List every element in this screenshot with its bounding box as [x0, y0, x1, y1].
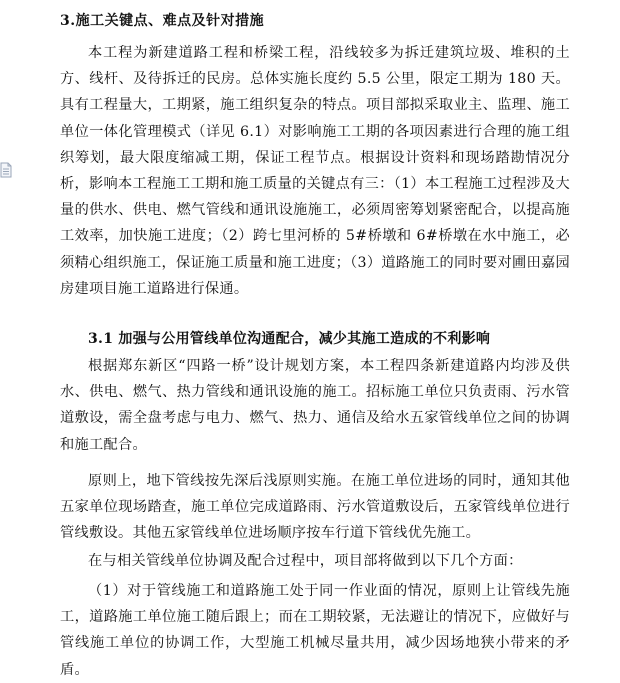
section-heading: 3.施工关键点、难点及针对措施 [60, 13, 265, 29]
document-icon[interactable] [0, 162, 12, 178]
intro-paragraph: 本工程为新建道路工程和桥梁工程，沿线较多为拆迁建筑垃圾、堆积的土方、线杆、及待拆迁的民房。总体实施长度约 5.5 公里，限定工期为 180 天。具有工程量大，工期紧，施工组织复杂的特点。项目部拟采取业主、监理、施工单位一体化管理模式（详见 6.1）对影响施工工期的各项因素进行合理的施工组织筹划，最大限度缩减工期，保证工程节点。根据设计资料和现场踏勘情况分析，影响本工程施工工期和施工质量的关键点有三：（1）本工程施工过程涉及大量的供水、供电、燃气管线和通讯设施施工，必须周密筹划紧密配合，以提高施工效率，加快施工进度；（2）跨七里河桥的 5#桥墩和 6#桥墩在水中施工，必须精心组织施工，保证施工质量和施工进度；（3）道路施工的同时要对圃田嘉园房建项目施工道路进行保通。 [60, 45, 570, 297]
aspects-paragraph: 在与相关管线单位协调及配合过程中，项目部将做到以下几个方面： [88, 553, 523, 569]
principle-paragraph: 原则上，地下管线按先深后浅原则实施。在施工单位进场的同时，通知其他五家单位现场踏查，施工单位完成道路雨、污水管道敷设后，五家管线单位进行管线敷设。其他五家管线单位进场顺序按车行道下管线优先施工。 [60, 473, 570, 542]
item-1-paragraph: （1）对于管线施工和道路施工处于同一作业面的情况，原则上让管线先施工，道路施工单位施工随后跟上；而在工期较紧，无法避让的情况下，应做好与管线施工单位的协调工作，大型施工机械尽量共用，减少因场地狭小带来的矛盾。 [60, 583, 570, 678]
plan-paragraph: 根据郑东新区“四路一桥”设计规划方案，本工程四条新建道路内均涉及供水、供电、燃气、热力管线和通讯设施的施工。招标施工单位只负责雨、污水管道敷设，需全盘考虑与电力、燃气、热力、通信及给水五家管线单位之间的协调和施工配合。 [60, 358, 570, 453]
subsection-heading: 3.1 加强与公用管线单位沟通配合，减少其施工造成的不利影响 [88, 331, 491, 347]
